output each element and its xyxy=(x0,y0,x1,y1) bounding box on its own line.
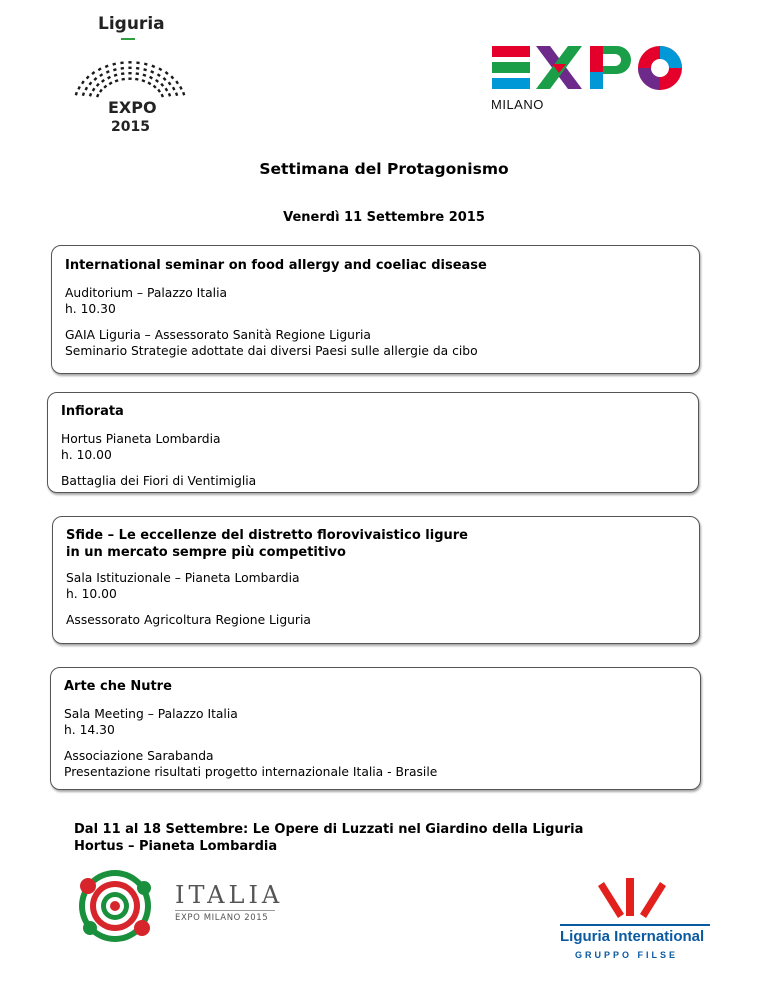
event-description: Battaglia dei Fiori di Ventimiglia xyxy=(61,474,257,488)
italia-name: ITALIA xyxy=(175,881,284,909)
event-card-seminar xyxy=(51,245,700,374)
event-venue: Sala Meeting – Palazzo Italia xyxy=(64,707,238,721)
event-title: Infiorata xyxy=(61,404,124,419)
event-description: Seminario Strategie adottate dai diversi Paesi sulle allergie da cibo xyxy=(65,344,478,358)
exhibition-title: Dal 11 al 18 Settembre: Le Opere di Luzzati nel Giardino della Liguria xyxy=(74,822,584,837)
event-organizer: Assessorato Agricoltura Regione Liguria xyxy=(66,613,311,627)
arch-dot xyxy=(106,70,110,74)
arch-dot xyxy=(112,63,116,66)
arch-dot xyxy=(157,73,161,77)
event-title-line-2: in un mercato sempre più competitivo xyxy=(66,545,346,560)
arch-dot xyxy=(165,71,169,75)
liguria-international-bar xyxy=(560,924,710,926)
arch-dot xyxy=(135,78,139,81)
arch-dot xyxy=(163,77,167,81)
arch-dot xyxy=(99,73,103,77)
arch-dot xyxy=(75,92,78,96)
arch-dot xyxy=(115,79,119,82)
arch-dot xyxy=(143,68,147,71)
event-title-line-1: Sfide – Le eccellenze del distretto florovivaistico ligure xyxy=(66,528,468,543)
event-time: h. 10.00 xyxy=(66,587,117,601)
arch-dot xyxy=(91,71,95,75)
arch-dot xyxy=(103,85,107,89)
arch-dot xyxy=(85,87,89,91)
event-title: International seminar on food allergy and coeliac disease xyxy=(65,258,487,273)
arch-dot xyxy=(96,83,100,87)
arch-dot xyxy=(147,81,151,85)
arch-dot xyxy=(107,76,111,80)
arch-dot xyxy=(151,65,155,69)
event-date: Venerdì 11 Settembre 2015 xyxy=(283,210,485,225)
arch-dot xyxy=(128,67,131,69)
arch-dot xyxy=(109,81,113,85)
arch-dot xyxy=(113,68,117,71)
arch-dot xyxy=(128,78,131,80)
liguria-arch-icon xyxy=(60,40,200,102)
arch-dot xyxy=(161,94,164,98)
arch-dot xyxy=(89,93,92,97)
italia-rosette-icon xyxy=(70,866,170,946)
arch-dot xyxy=(121,78,125,81)
arch-dot xyxy=(175,80,179,84)
arch-dot xyxy=(101,79,105,83)
arch-dot xyxy=(114,74,118,77)
arch-dot xyxy=(170,75,174,79)
arch-dot xyxy=(121,67,125,70)
arch-dot xyxy=(153,85,157,89)
arch-dot xyxy=(128,72,131,74)
event-time: h. 10.30 xyxy=(65,302,116,316)
expo-milano-city: MILANO xyxy=(491,97,544,112)
arch-dot xyxy=(136,61,140,64)
liguria-international-name: Liguria International xyxy=(560,928,705,945)
arch-dot xyxy=(172,87,176,91)
liguria-logo-year: 2015 xyxy=(111,119,150,135)
arch-dot xyxy=(82,92,85,96)
event-description: Presentazione risultati progetto internazionale Italia - Brasile xyxy=(64,765,438,779)
arch-dot xyxy=(98,67,102,71)
event-time: h. 10.00 xyxy=(61,448,112,462)
event-card-infiorata xyxy=(47,392,699,493)
arch-dot xyxy=(136,72,140,75)
arch-dot xyxy=(99,89,103,93)
arch-dot xyxy=(158,67,162,71)
event-time: h. 14.30 xyxy=(64,723,115,737)
arch-dot xyxy=(144,63,148,66)
arch-dot xyxy=(93,77,97,81)
exhibition-venue: Hortus – Pianeta Lombardia xyxy=(74,839,278,854)
italia-subtitle: EXPO MILANO 2015 xyxy=(175,913,269,923)
document-title: Settimana del Protagonismo xyxy=(259,160,509,178)
arch-dot xyxy=(128,61,131,63)
arch-dot xyxy=(120,61,124,64)
arch-dot xyxy=(155,79,159,83)
arch-dot xyxy=(86,75,90,79)
arch-dot xyxy=(96,94,99,98)
arch-dot xyxy=(77,86,81,90)
event-organizer: Associazione Sarabanda xyxy=(64,749,214,763)
arch-dot xyxy=(168,93,171,97)
arch-dot xyxy=(88,82,92,86)
arch-dot xyxy=(81,80,85,84)
arch-dot xyxy=(175,92,178,96)
arch-dot xyxy=(168,82,172,86)
liguria-logo-title: Liguria xyxy=(98,14,165,34)
italia-divider xyxy=(175,910,275,911)
liguria-international-icon xyxy=(590,876,680,924)
arch-dot xyxy=(160,83,164,87)
arch-dot xyxy=(179,86,183,90)
event-title xyxy=(66,527,686,561)
liguria-logo-expo: EXPO xyxy=(108,98,157,117)
arch-dot xyxy=(150,70,154,74)
arch-dot xyxy=(142,74,146,77)
event-venue: Auditorium – Palazzo Italia xyxy=(65,286,228,300)
arch-dot xyxy=(141,79,145,82)
event-venue: Hortus Pianeta Lombardia xyxy=(61,432,221,446)
arch-dot xyxy=(165,88,169,92)
event-title: Arte che Nutre xyxy=(64,679,172,694)
event-card-sfide xyxy=(52,516,700,644)
arch-dot xyxy=(136,67,140,70)
event-venue: Sala Istituzionale – Pianeta Lombardia xyxy=(66,571,300,585)
arch-dot xyxy=(105,65,109,69)
arch-dot xyxy=(149,76,153,80)
liguria-international-group: GRUPPO FILSE xyxy=(575,950,679,960)
expo-milano-logo-icon xyxy=(490,42,700,94)
arch-dot xyxy=(157,89,161,93)
arch-dot xyxy=(121,72,125,75)
event-card-arte xyxy=(50,667,701,790)
arch-dot xyxy=(182,92,185,96)
arch-dot xyxy=(92,88,96,92)
event-organizer: GAIA Liguria – Assessorato Sanità Regione Liguria xyxy=(65,328,371,342)
